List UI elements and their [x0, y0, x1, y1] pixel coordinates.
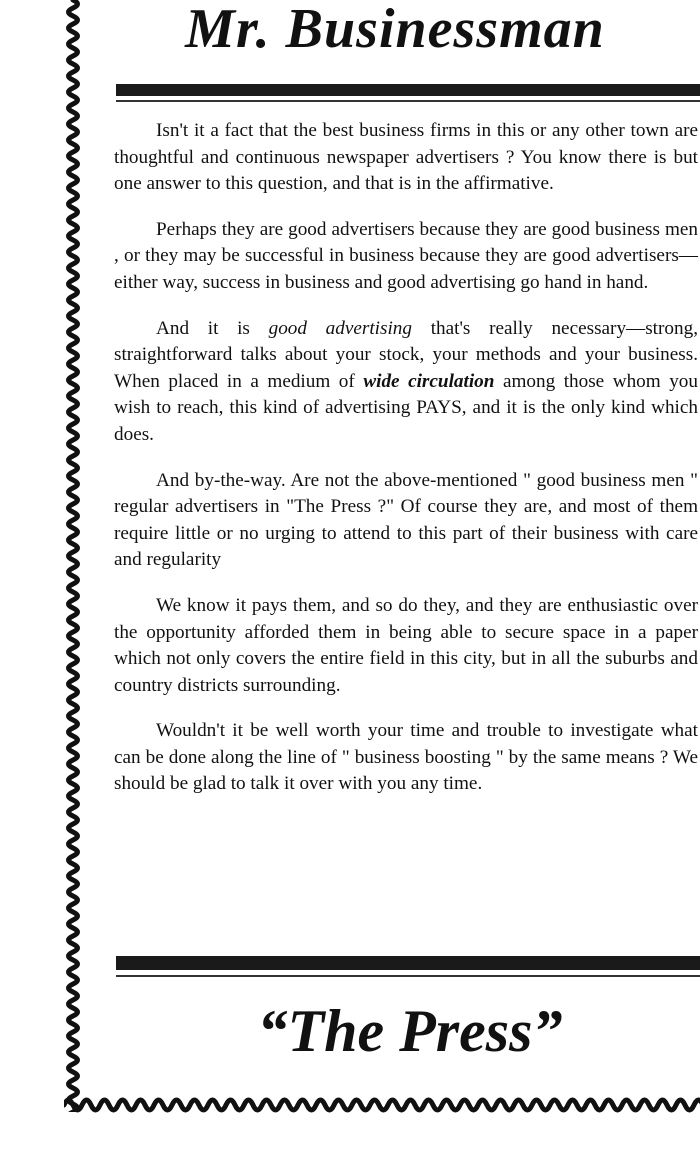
paragraph-6: Wouldn't it be well worth your time and trouble to investigate what can be done along the line of " business boosting " by the same means ? We should be glad to talk it over with you any time.: [114, 720, 698, 795]
bottom-rule: [116, 956, 700, 970]
top-rule: [116, 84, 700, 96]
paragraph-5: We know it pays them, and so do they, and they are enthusiastic over the opportunity afforded them in being able to secure space in a paper which not only covers the entire field in this city, but in all the suburbs and country districts surrounding.: [114, 594, 698, 696]
paragraph-1: Isn't it a fact that the best business firms in this or any other town are thoughtful and continuous newspaper advertisers ? You know there is but one answer to this question, and that is in the affirmative.: [114, 120, 698, 195]
bottom-wavy-border: [64, 1092, 700, 1118]
paragraph-4: And by-the-way. Are not the above-mentioned " good business men " regular advertisers in "The Press ?" Of course they are, and most of them require little or no urging to attend to this part of their business with care and regularity: [114, 469, 698, 571]
left-wavy-border-graphic: [62, 0, 84, 1112]
bottom-rule-thin: [116, 975, 700, 977]
emphasis-good-advertising: good advertising: [268, 317, 412, 339]
paragraph-3: And it is good advertising that's really necessary—strong, straightforward talks about your stock, your methods and your business. When placed in a medium of wide circulation among those whom you wish to reach, this kind of advertising PAYS, and it is the only kind which does.: [114, 317, 698, 445]
bottom-wavy-border-graphic: [64, 1092, 700, 1118]
ad-title: Mr. Businessman: [185, 0, 605, 60]
top-rule-thin: [116, 100, 700, 102]
left-wavy-border: [62, 0, 84, 1112]
paragraph-2: Perhaps they are good advertisers because they are good business men , or they may be successful in business because they are good advertisers—either way, success in business and good advertising go hand in hand.: [114, 218, 698, 293]
signature-the-press: “The Press”: [257, 998, 563, 1064]
ad-body: [114, 118, 698, 817]
emphasis-wide-circulation: wide circulation: [363, 370, 495, 392]
